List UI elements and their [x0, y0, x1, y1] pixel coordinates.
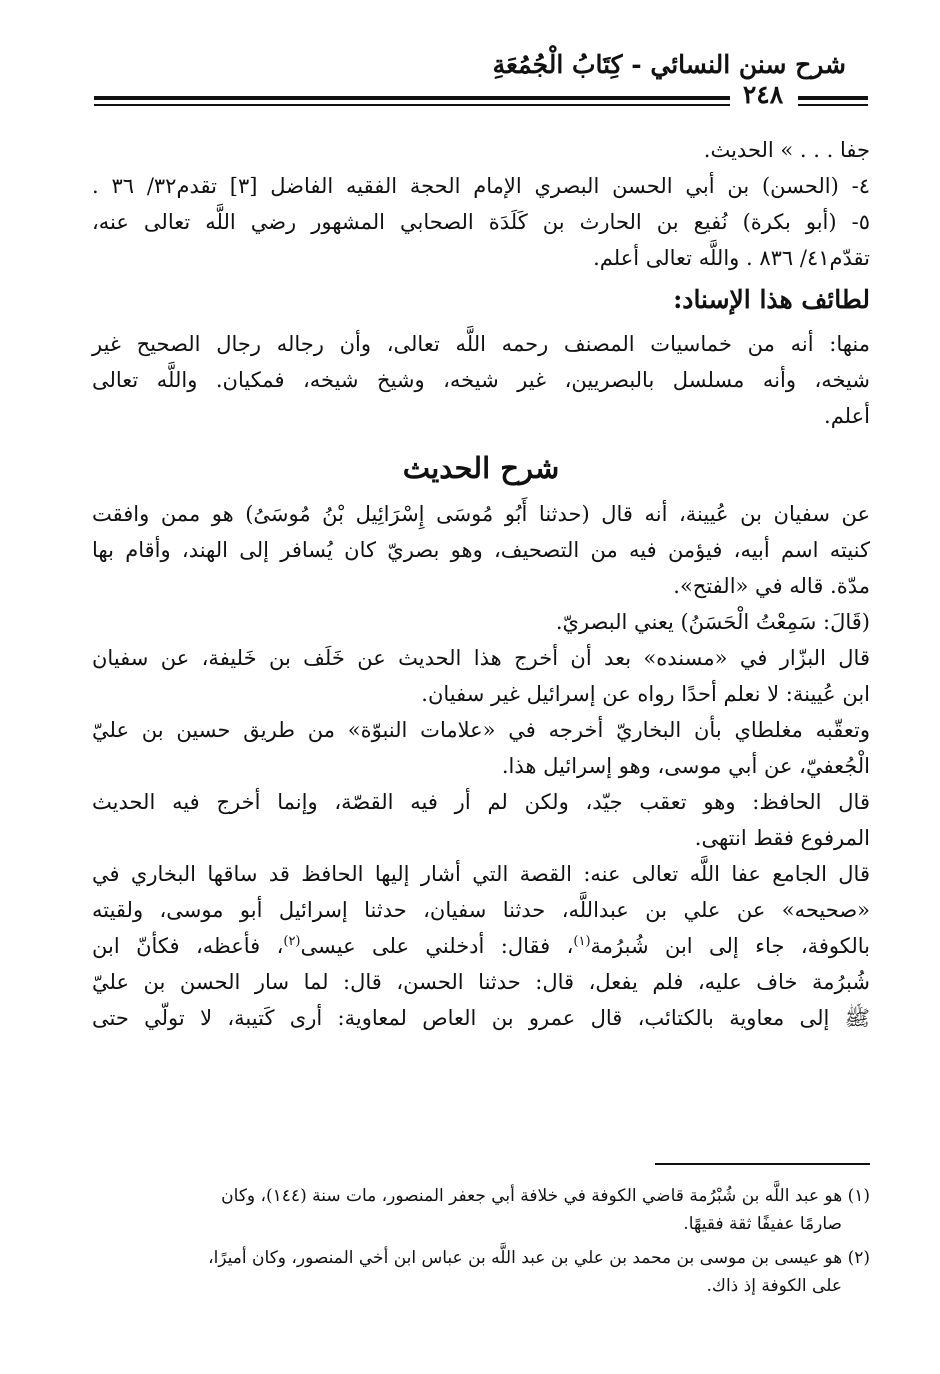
- text-line: شُبرُمة خاف عليه، فلم يفعل، قال: حدثنا الحسن، قال: لما سار الحسن بن عليّ: [92, 970, 870, 994]
- text-line: (قَالَ: سَمِعْتُ الْحَسَنُ) يعني البصريّ.: [555, 610, 870, 634]
- header-rule: [94, 96, 730, 100]
- text-fragment: بالكوفة، جاء إلى ابن شُبرُمة: [590, 934, 870, 958]
- text-line: «صحيحه» عن علي بن عبداللَّه، حدثنا سفيان، حدثنا إسرائيل أبو موسى، ولقيته: [92, 898, 870, 922]
- text-line: المرفوع فقط انتهى.: [694, 826, 870, 850]
- footnote-2: [92, 1244, 870, 1300]
- text-line: منها: أنه من خماسيات المصنف رحمه اللَّه تعالى، وأن رجاله رجال الصحيح غير: [92, 332, 870, 356]
- footnote-separator: [655, 1163, 870, 1165]
- footnote-text: على الكوفة إذ ذاك.: [706, 1276, 842, 1296]
- text-line: ٤- (الحسن) بن أبي الحسن البصري الإمام الحجة الفقيه الفاضل [٣] تقدم٣٢/ ٣٦ .: [92, 174, 870, 198]
- text-line: شيخه، وأنه مسلسل بالبصريين، غير شيخه، وشيخ شيخه، فمكيان. واللَّه تعالى: [92, 368, 870, 392]
- main-text: [92, 132, 870, 1036]
- footnotes: [92, 1182, 870, 1306]
- text-line: عن سفيان بن عُيينة، أنه قال (حدثنا أَبُو مُوسَى إِسْرَائِيل بْنُ مُوسَىُ) هو ممن وافقت: [92, 502, 870, 526]
- text-line: مدّة. قاله في «الفتح».: [673, 574, 870, 598]
- text-line: أعلم.: [824, 404, 870, 428]
- page-number: ٢٤٨: [742, 80, 784, 109]
- text-line: ابن عُيينة: لا نعلم أحدًا رواه عن إسرائيل غير سفيان.: [421, 682, 870, 706]
- footnote-text: صارمًا عفيفًا ثقة فقيهًا.: [683, 1214, 842, 1234]
- running-header-title: شرح سنن النسائي - كِتَابُ الْجُمُعَةِ: [492, 50, 846, 79]
- footnote-text: (١) هو عبد اللَّه بن شُبْرُمة قاضي الكوفة في خلافة أبي جعفر المنصور، مات سنة (١٤٤)، وكان: [221, 1186, 870, 1206]
- text-line: قال البزّار في «مسنده» بعد أن أخرج هذا الحديث عن خَلَف بن خَليفة، عن سفيان: [92, 646, 870, 670]
- text-line: جفا . . . » الحديث.: [703, 138, 870, 162]
- header-rule-thin: [94, 104, 730, 106]
- text-line: [92, 928, 870, 964]
- text-line: ﷺ إلى معاوية بالكتائب، قال عمرو بن العاص لمعاوية: أرى كَتيبة، لا تولّي حتى: [92, 1006, 870, 1030]
- footnote-1: [92, 1182, 870, 1238]
- text-fragment: ، فقال: أدخلني على عيسى: [300, 934, 574, 958]
- page-number-rule: [798, 96, 868, 100]
- text-line: قال الحافظ: وهو تعقب جيّد، ولكن لم أر فيه القصّة، وإنما أخرج فيه الحديث: [92, 790, 870, 814]
- footnote-text: (٢) هو عيسى بن موسى بن محمد بن علي بن عبد اللَّه بن عباس ابن أخي المنصور، وكان أميرًا،: [208, 1248, 870, 1268]
- text-line: قال الجامع عفا اللَّه تعالى عنه: القصة التي أشار إليها الحافظ قد ساقها البخاري في: [92, 862, 870, 886]
- text-line: وتعقّبه مغلطاي بأن البخاريّ أخرجه في «علامات النبوّة» من طريق حسين بن عليّ: [92, 718, 870, 742]
- text-line: كنيته اسم أبيه، فيؤمن فيه من التصحيف، وهو بصريّ كان يُسافر إلى الهند، وأقام بها: [92, 538, 870, 562]
- footnote-reference[interactable]: (١): [573, 934, 591, 949]
- section-heading-sharh: شرح الحديث: [402, 451, 560, 485]
- footnote-reference[interactable]: (٢): [283, 934, 301, 949]
- text-line: تقدّم٤١/ ٨٣٦ . واللَّه تعالى أعلم.: [593, 246, 870, 270]
- text-line: الْجُعفيّ، عن أبي موسى، وهو إسرائيل هذا.: [501, 754, 870, 778]
- page-number-rule-thin: [798, 104, 868, 106]
- text-fragment: ، فأعظه، فكأنّ ابن: [92, 934, 284, 958]
- section-heading-isnad: لطائف هذا الإسناد:: [673, 285, 870, 314]
- text-line: ٥- (أبو بكرة) نُفيع بن الحارث بن كَلَدَة الصحابي المشهور رضي اللَّه تعالى عنه،: [92, 210, 870, 234]
